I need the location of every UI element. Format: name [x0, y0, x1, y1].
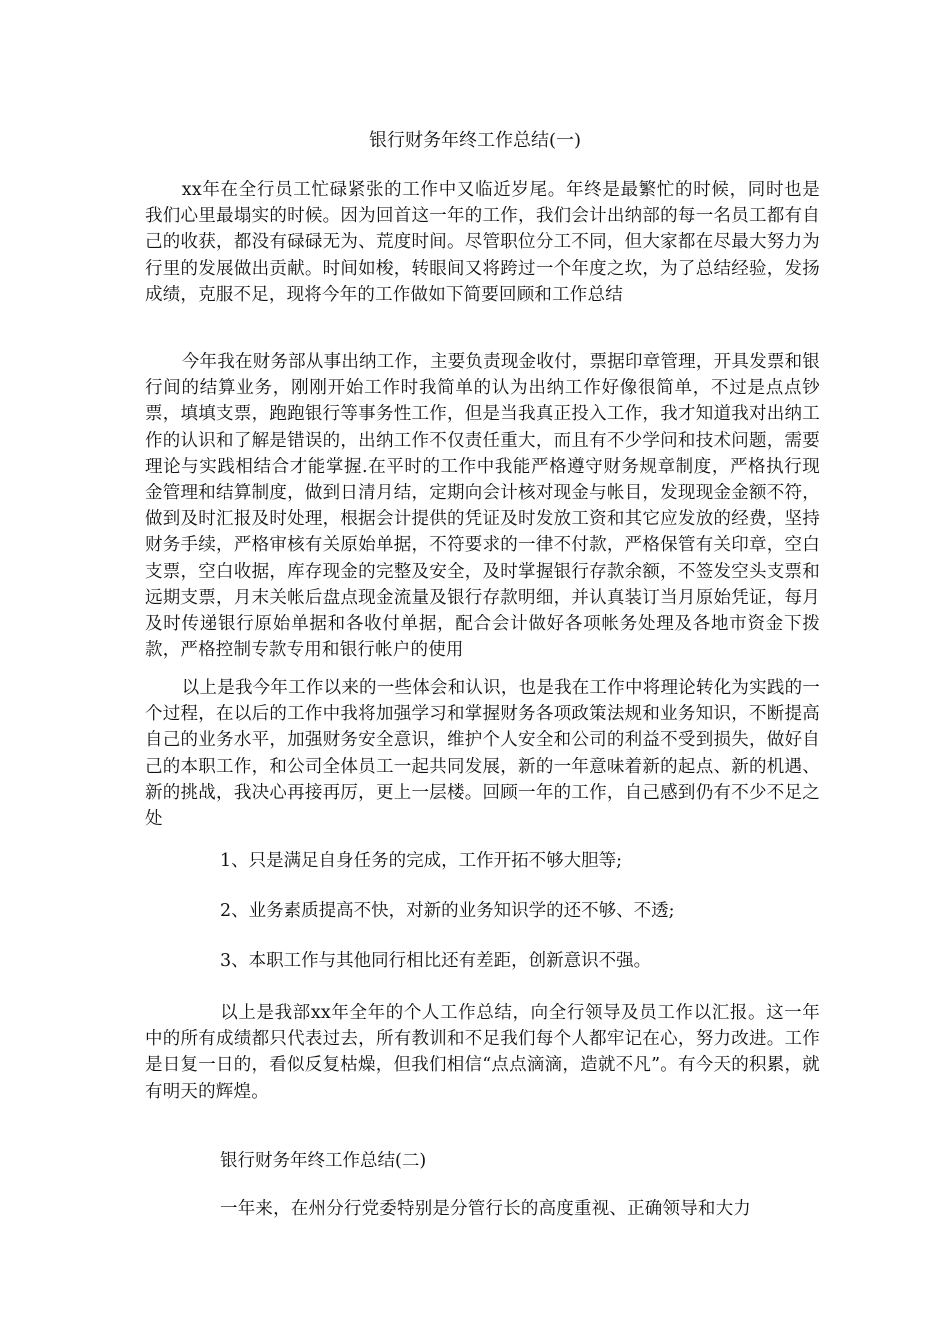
- shortcoming-item-1: 1、只是满足自身任务的完成，工作开拓不够大胆等;: [220, 851, 623, 871]
- shortcoming-item-2: 2、业务素质提高不快，对新的业务知识学的还不够、不透;: [220, 901, 675, 921]
- shortcoming-item-3: 3、本职工作与其他同行相比还有差距，创新意识不强。: [220, 951, 652, 971]
- intro-paragraph: xx年在全行员工忙碌紧张的工作中又临近岁尾。年终是最繁忙的时候，同时也是我们心里最塌实的时候。因为回首这一年的工作，我们会计出纳部的每一名员工都有自己的收获，都没有碌碌无为、荒度时间。尽管职位分工不同，但大家都在尽最大努力为行里的发展做出贡献。时间如梭，转眼间又将跨过一个年度之坎，为了总结经验，发扬成绩，克服不足，现将今年的工作做如下简要回顾和工作总结: [145, 180, 820, 305]
- conclusion-paragraph: 以上是我部xx年全年的个人工作总结，向全行领导及员工作以汇报。这一年中的所有成绩都只代表过去，所有教训和不足我们每个人都牢记在心，努力改进。工作是日复一日的，看似反复枯燥，但我们相信“点点滴滴，造就不凡”。有今天的积累，就有明天的辉煌。: [145, 1003, 820, 1102]
- reflection-paragraph: 以上是我今年工作以来的一些体会和认识，也是我在工作中将理论转化为实践的一个过程，在以后的工作中我将加强学习和掌握财务各项政策法规和业务知识，不断提高自己的业务水平，加强财务安全意识，维护个人安全和公司的利益不受到损失，做好自己的本职工作，和公司全体员工一起共同发展，新的一年意味着新的起点、新的机遇、新的挑战，我决心再接再厉，更上一层楼。回顾一年的工作，自己感到仍有不少不足之处: [145, 678, 820, 830]
- work-description-paragraph: 今年我在财务部从事出纳工作，主要负责现金收付，票据印章管理，开具发票和银行间的结算业务，刚刚开始工作时我简单的认为出纳工作好像很简单，不过是点点钞票，填填支票，跑跑银行等事务性工作，但是当我真正投入工作，我才知道我对出纳工作的认识和了解是错误的，出纳工作不仅责任重大，而且有不少学问和技术问题，需要理论与实践相结合才能掌握.在平时的工作中我能严格遵守财务规章制度，严格执行现金管理和结算制度，做到日清月结，定期向会计核对现金与帐目，发现现金金额不符，做到及时汇报及时处理，根据会计提供的凭证及时发放工资和其它应发放的经费，坚持财务手续，严格审核有关原始单据，不符要求的一律不付款，严格保管有关印章，空白支票，空白收据，库存现金的完整及安全，及时掌握银行存款余额，不签发空头支票和远期支票，月末关帐后盘点现金流量及银行存款明细，并认真装订当月原始凭证，每月及时传递银行原始单据和各收付单据，配合会计做好各项帐务处理及各地市资金下拨款，严格控制专款专用和银行帐户的使用: [145, 352, 820, 661]
- document-title-2: 银行财务年终工作总结(二): [220, 1151, 427, 1171]
- second-summary-opening: 一年来，在州分行党委特别是分管行长的高度重视、正确领导和大力: [220, 1199, 751, 1219]
- document-title-1: 银行财务年终工作总结(一): [368, 130, 582, 151]
